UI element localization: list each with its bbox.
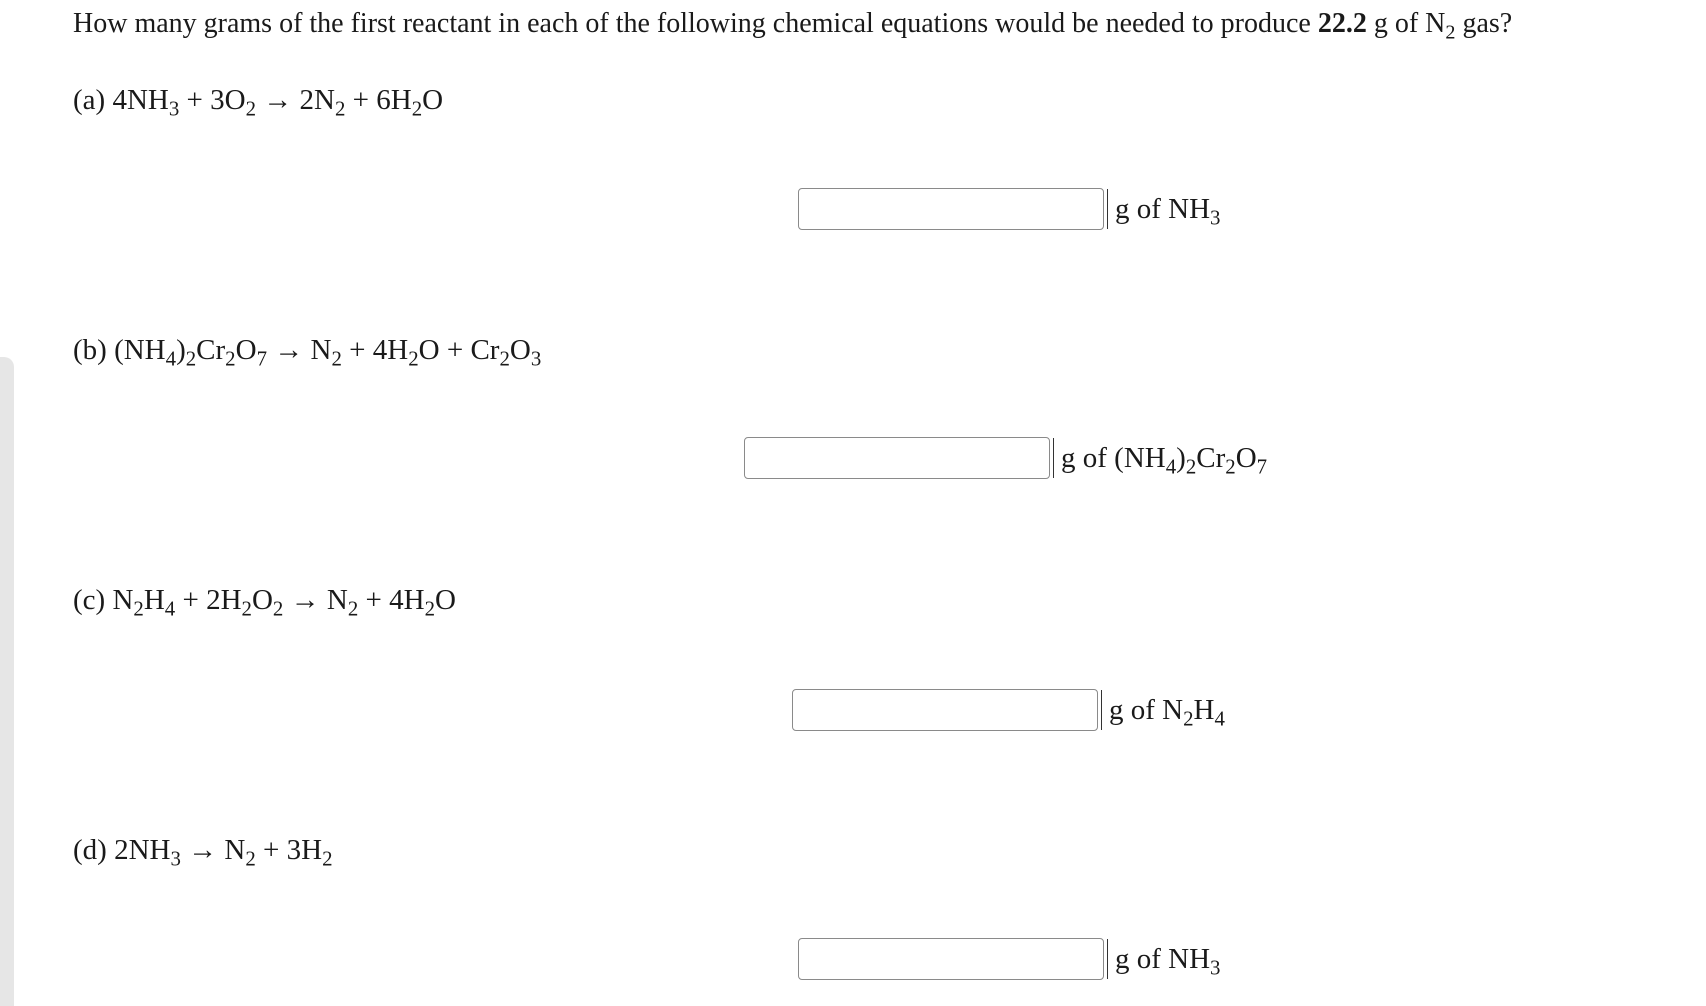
formula-subscript: 2 xyxy=(225,346,236,371)
formula-subscript: 3 xyxy=(170,846,181,871)
formula-subscript: 2 xyxy=(185,346,197,371)
formula-text: ) xyxy=(176,334,186,366)
formula-text: N xyxy=(105,584,134,616)
formula-text: g of NH xyxy=(1115,943,1211,975)
formula-text: O + Cr xyxy=(418,334,500,366)
part-label: (a) xyxy=(73,84,106,116)
answer-row-c xyxy=(792,689,1225,731)
part-label: (c) xyxy=(73,584,106,616)
formula-text: H xyxy=(1193,694,1215,726)
equation-formula xyxy=(105,584,456,621)
formula-text: → N xyxy=(180,834,246,866)
formula-subscript: 2 xyxy=(424,596,435,621)
formula-subscript: 2 xyxy=(241,596,252,621)
formula-subscript: 3 xyxy=(530,346,542,371)
formula-subscript: 2 xyxy=(1183,706,1194,731)
target-mass: 22.2 xyxy=(1317,8,1367,39)
formula-subscript: 7 xyxy=(1256,454,1268,479)
formula-text: 4NH xyxy=(105,84,169,116)
formula-subscript: 2 xyxy=(499,346,510,371)
answer-input-c[interactable] xyxy=(792,689,1098,731)
equation-a xyxy=(73,80,443,120)
equation-formula xyxy=(105,84,444,121)
answer-row-b xyxy=(744,437,1267,479)
answer-input-b[interactable] xyxy=(744,437,1050,479)
formula-subscript: 2 xyxy=(245,846,256,871)
formula-subscript: 2 xyxy=(272,596,284,621)
formula-text: O xyxy=(435,584,456,616)
formula-text: 2NH xyxy=(106,834,171,866)
formula-subscript: 4 xyxy=(1165,454,1177,479)
part-label: (b) xyxy=(73,334,107,366)
formula-text: Cr xyxy=(196,334,226,366)
answer-input-a[interactable] xyxy=(798,188,1104,230)
formula-text: Cr xyxy=(1196,442,1226,474)
unit-label-b xyxy=(1053,438,1267,478)
equation-c xyxy=(73,580,456,620)
equation-formula xyxy=(106,834,333,871)
equation-d xyxy=(73,830,333,870)
question-text xyxy=(73,4,1512,44)
answer-row-a xyxy=(798,188,1220,230)
formula-text: H xyxy=(143,584,165,616)
side-scroll-strip xyxy=(0,357,14,1006)
formula-text: ) xyxy=(1176,442,1186,474)
formula-subscript: 3 xyxy=(1210,955,1221,980)
equation-formula xyxy=(106,334,542,371)
equation-b xyxy=(73,330,541,370)
formula-subscript: 2 xyxy=(331,346,342,371)
formula-subscript: 2 xyxy=(1225,454,1236,479)
formula-text: O xyxy=(422,84,444,116)
formula-text: g of N xyxy=(1109,694,1184,726)
formula-subscript: 2 xyxy=(334,96,346,121)
formula-subscript: 2 xyxy=(1185,454,1197,479)
formula-subscript: 4 xyxy=(165,346,177,371)
formula-text: + 3H xyxy=(255,834,323,866)
formula-subscript: 3 xyxy=(168,96,180,121)
formula-text: (NH xyxy=(106,334,166,366)
formula-subscript: 4 xyxy=(164,596,176,621)
answer-input-d[interactable] xyxy=(798,938,1104,980)
formula-text: → 2N xyxy=(256,84,335,116)
question-prefix: How many grams of the first reactant in each of the following chemical equations would be needed to produce xyxy=(73,8,1318,39)
formula-subscript: 4 xyxy=(1214,706,1225,731)
formula-subscript: 2 xyxy=(322,846,333,871)
unit-label-d xyxy=(1107,939,1220,979)
formula-text: → N xyxy=(283,584,348,616)
formula-text: + 4H xyxy=(341,334,409,366)
formula-text: g of NH xyxy=(1115,193,1211,225)
formula-text: + 2H xyxy=(175,584,242,616)
formula-subscript: 2 xyxy=(245,96,257,121)
formula-subscript: 2 xyxy=(408,346,419,371)
formula-subscript: 2 xyxy=(347,596,359,621)
formula-text: + 6H xyxy=(345,84,412,116)
formula-text: O xyxy=(509,334,531,366)
formula-text: O xyxy=(1235,442,1257,474)
formula-text: + 3O xyxy=(179,84,246,116)
formula-subscript: 2 xyxy=(411,96,423,121)
formula-subscript: 3 xyxy=(1210,205,1221,230)
formula-subscript: 7 xyxy=(256,346,267,371)
unit-label-a xyxy=(1107,189,1220,229)
formula-subscript: 2 xyxy=(133,596,144,621)
answer-row-d xyxy=(798,938,1220,980)
question-mid: g of N xyxy=(1366,8,1446,39)
formula-text: O xyxy=(251,584,273,616)
question-suffix: gas? xyxy=(1455,8,1513,39)
formula-text: → N xyxy=(267,334,332,366)
formula-text: + 4H xyxy=(358,584,425,616)
unit-label-c xyxy=(1101,690,1225,730)
question-subscript: 2 xyxy=(1445,21,1456,44)
formula-text: O xyxy=(235,334,257,366)
formula-text: g of (NH xyxy=(1061,442,1166,474)
part-label: (d) xyxy=(73,834,107,866)
